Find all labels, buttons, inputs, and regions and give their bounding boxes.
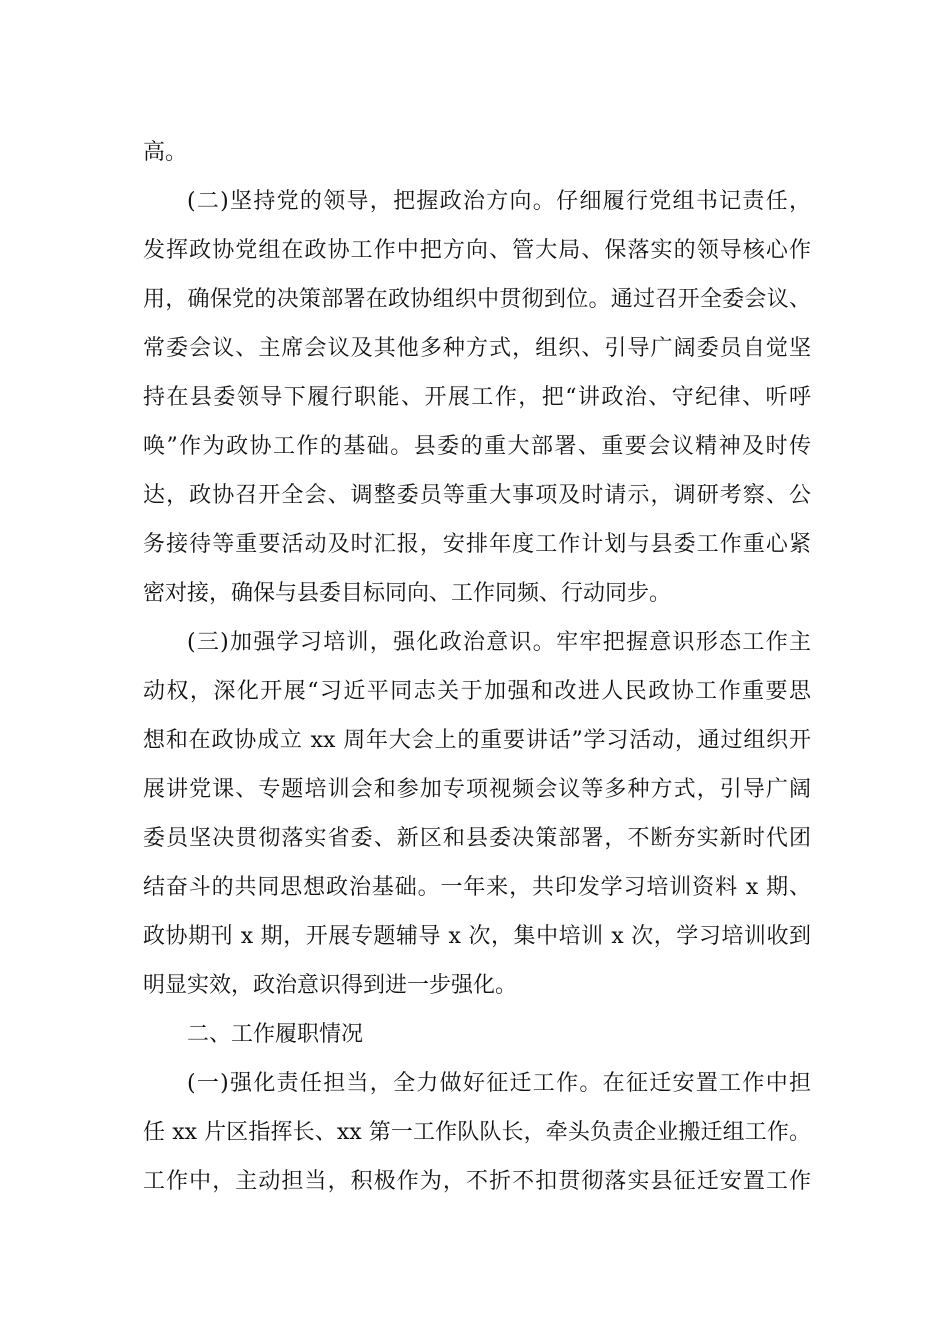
- text-line: 结奋斗的共同思想政治基础。一年来，共印发学习培训资料 x 期、: [143, 875, 811, 900]
- text-line: 高。: [143, 140, 188, 165]
- text-line: 密对接，确保与县委目标同向、工作同频、行动同步。: [143, 581, 672, 606]
- text-line: 持在县委领导下履行职能、开展工作，把“讲政治、守纪律、听呼: [143, 385, 811, 410]
- paragraph-first-line: (三)加强学习培训，强化政治意识。牢牢把握意识形态工作主: [187, 630, 811, 655]
- text-line: 务接待等重要活动及时汇报，安排年度工作计划与县委工作重心紧: [143, 532, 811, 557]
- text-line: 工作中，主动担当，积极作为，不折不扣贯彻落实县征迁安置工作: [143, 1169, 811, 1194]
- text-line: 达，政协召开全会、调整委员等重大事项及时请示，调研考察、公: [143, 483, 811, 508]
- text-line: 发挥政协党组在政协工作中把方向、管大局、保落实的领导核心作: [143, 238, 811, 263]
- text-line: 明显实效，政治意识得到进一步强化。: [143, 973, 518, 998]
- paragraph-first-line: (二)坚持党的领导，把握政治方向。仔细履行党组书记责任，: [187, 189, 811, 214]
- text-line: 想和在政协成立 xx 周年大会上的重要讲话”学习活动，通过组织开: [143, 728, 811, 753]
- text-line: 任 xx 片区指挥长、xx 第一工作队队长，牵头负责企业搬迁组工作。: [143, 1120, 811, 1145]
- text-line: 动权，深化开展“习近平同志关于加强和改进人民政协工作重要思: [143, 679, 811, 704]
- text-line: 委员坚决贯彻落实省委、新区和县委决策部署，不断夯实新时代团: [143, 826, 811, 851]
- text-line: 展讲党课、专题培训会和参加专项视频会议等多种方式，引导广阔: [143, 777, 811, 802]
- text-line: 政协期刊 x 期，开展专题辅导 x 次，集中培训 x 次，学习培训收到: [143, 924, 811, 949]
- section-heading: 二、工作履职情况: [187, 1022, 364, 1047]
- paragraph-first-line: (一)强化责任担当，全力做好征迁工作。在征迁安置工作中担: [187, 1071, 811, 1096]
- text-line: 常委会议、主席会议及其他多种方式，组织、引导广阔委员自觉坚: [143, 336, 811, 361]
- text-line: 唤”作为政协工作的基础。县委的重大部署、重要会议精神及时传: [143, 434, 811, 459]
- document-body: [143, 128, 811, 1206]
- text-line: 用，确保党的决策部署在政协组织中贯彻到位。通过召开全委会议、: [143, 287, 811, 312]
